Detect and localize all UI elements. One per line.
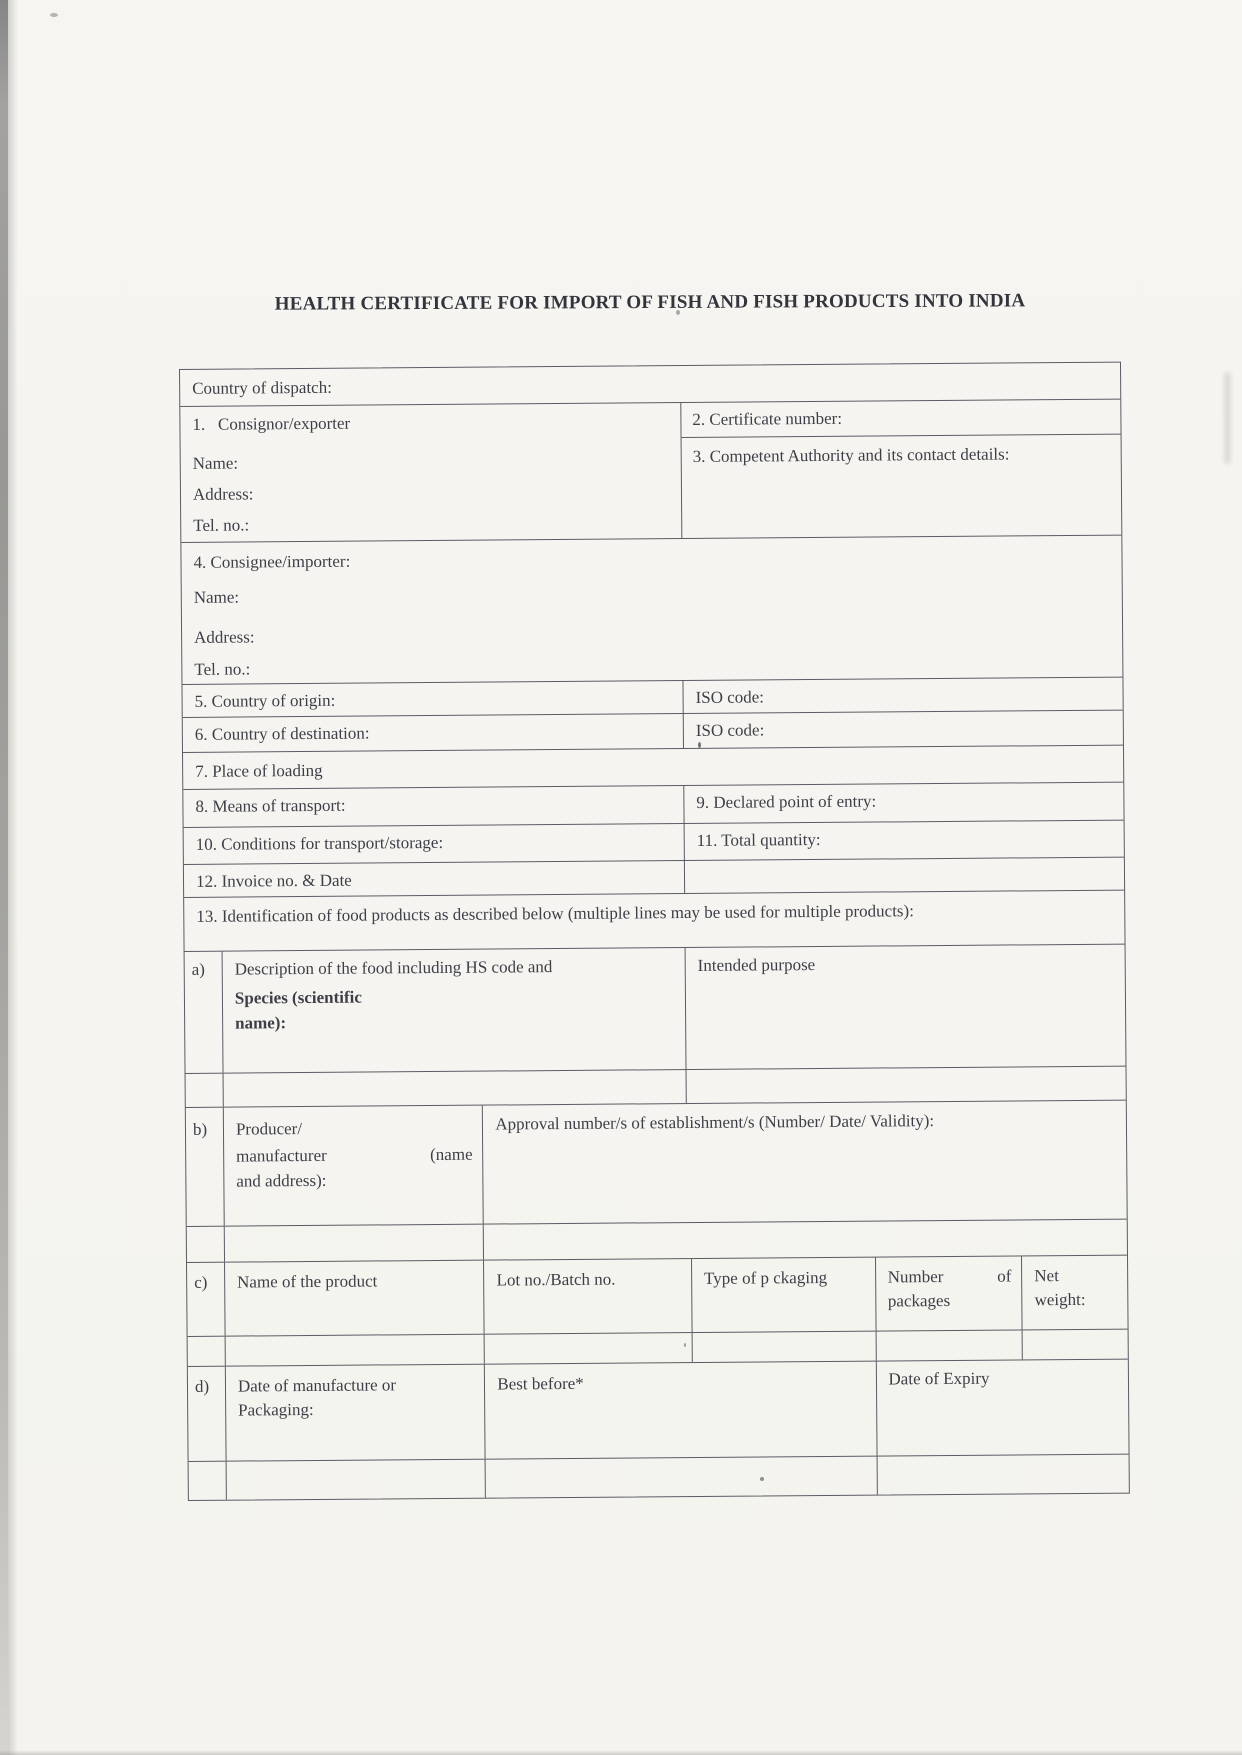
blank-cell (188, 1337, 226, 1366)
blank-cell (226, 1335, 486, 1366)
field-producer-manufacturer (224, 1106, 484, 1226)
blank-cell (189, 1462, 227, 1500)
producer-line2-left: manufacturer (236, 1145, 327, 1166)
blank-cell (686, 1067, 1125, 1103)
field-consignor-exporter (180, 403, 682, 542)
packages-word-of: of (997, 1266, 1012, 1286)
field-description-of-food (223, 948, 687, 1073)
row-b-letter: b) (186, 1108, 225, 1226)
consignor-heading: 1. Consignor/exporter (192, 413, 351, 434)
field-iso-code-destination: ISO code: (695, 720, 765, 740)
packages-line2: packages (887, 1290, 951, 1311)
certificate-authority-column (681, 400, 1121, 538)
consignor-address-label: Address: (192, 484, 254, 504)
blank-cell (876, 1330, 1023, 1360)
blank-cell (186, 1074, 224, 1107)
description-normal-text: Description of the food including HS code and (234, 957, 553, 979)
row-d-blank (189, 1455, 1129, 1500)
field-country-of-origin: 5. Country of origin: (182, 681, 683, 717)
field-identification-heading: 13. Identification of food products as described below (multiple lines may be used for multiple products): (196, 901, 914, 926)
field-declared-point-of-entry: 9. Declared point of entry: (696, 791, 877, 812)
species-name-text: name): (235, 1013, 287, 1033)
consignor-name-label: Name: (192, 453, 239, 473)
field-approval-numbers: Approval number/s of establishment/s (Number/ Date/ Validity): (495, 1111, 935, 1134)
field-consignee-importer (181, 536, 1122, 684)
net-weight-line2: weight: (1034, 1289, 1086, 1310)
row-a-letter: a) (185, 952, 224, 1073)
field-intended-purpose: Intended purpose (697, 955, 816, 975)
scan-smudge (1224, 372, 1231, 464)
blank-cell (187, 1227, 225, 1262)
row-a-description (185, 945, 1126, 1074)
net-weight-line1: Net (1034, 1266, 1059, 1286)
field-name-of-product: Name of the product (225, 1261, 485, 1336)
manufacture-line2: Packaging: (238, 1399, 314, 1420)
packages-line1 (888, 1264, 1012, 1289)
field-total-quantity: 11. Total quantity: (696, 829, 821, 850)
certificate-table (179, 362, 1130, 1501)
consignee-name-label: Name: (193, 587, 240, 607)
document-title: HEALTH CERTIFICATE FOR IMPORT OF FISH AND FISH PRODUCTS INTO INDIA (274, 290, 1026, 315)
blank-cell (485, 1333, 693, 1364)
row-identification-heading (184, 891, 1124, 952)
field-iso-code-origin: ISO code: (695, 687, 765, 707)
field-place-of-loading: 7. Place of loading (195, 760, 323, 781)
blank-cell (227, 1460, 487, 1500)
field-lot-batch-no: Lot no./Batch no. (484, 1259, 692, 1334)
blank-cell (486, 1457, 877, 1498)
producer-line2-right: (name (430, 1144, 473, 1165)
consignee-tel-label: Tel. no.: (194, 659, 251, 679)
field-means-of-transport: 8. Means of transport: (183, 786, 684, 827)
field-invoice-no-date: 12. Invoice no. & Date (184, 861, 685, 897)
producer-line1: Producer/ (235, 1119, 303, 1139)
consignee-address-label: Address: (194, 627, 255, 647)
page-bottom-shadow (0, 1750, 1242, 1755)
producer-line3: and address): (236, 1170, 327, 1191)
field-conditions-transport-storage: 10. Conditions for transport/storage: (184, 824, 685, 864)
field-country-of-dispatch: Country of dispatch: (192, 377, 332, 398)
row-c-product-headers (187, 1256, 1128, 1337)
row-d-letter: d) (188, 1367, 227, 1461)
species-scientific-text: Species (scientific (234, 987, 362, 1008)
field-country-of-destination: 6. Country of destination: (183, 714, 684, 752)
consignor-tel-label: Tel. no.: (193, 515, 250, 535)
blank-cell (223, 1070, 686, 1107)
row-consignee-importer (181, 536, 1122, 685)
row-c-letter: c) (187, 1263, 226, 1336)
manufacture-line1: Date of manufacture or (237, 1375, 397, 1396)
field-certificate-number: 2. Certificate number: (681, 400, 1120, 438)
field-date-of-expiry: Date of Expiry (888, 1368, 990, 1389)
row-d-dates (188, 1360, 1129, 1462)
blank-cell (1023, 1330, 1128, 1360)
field-date-of-manufacture (226, 1365, 486, 1461)
packages-word-number: Number (887, 1267, 944, 1287)
row-b-producer (186, 1101, 1127, 1227)
blank-cell (877, 1455, 1129, 1495)
scan-speck (50, 13, 58, 17)
field-best-before: Best before* (485, 1362, 877, 1459)
field-net-weight (1022, 1256, 1127, 1330)
field-invoice-value-empty (685, 858, 1124, 893)
field-type-of-packaging: Type of p ckaging (692, 1258, 876, 1332)
blank-cell (484, 1220, 1127, 1260)
consignee-heading: 4. Consignee/importer: (193, 551, 351, 572)
row-consignor-certificate (180, 400, 1121, 543)
field-number-of-packages (876, 1256, 1023, 1330)
blank-cell (692, 1332, 876, 1362)
field-competent-authority: 3. Competent Authority and its contact details: (692, 444, 1010, 466)
scan-spine-edge (0, 0, 8, 1755)
blank-cell (225, 1225, 485, 1262)
producer-line2 (236, 1143, 473, 1169)
